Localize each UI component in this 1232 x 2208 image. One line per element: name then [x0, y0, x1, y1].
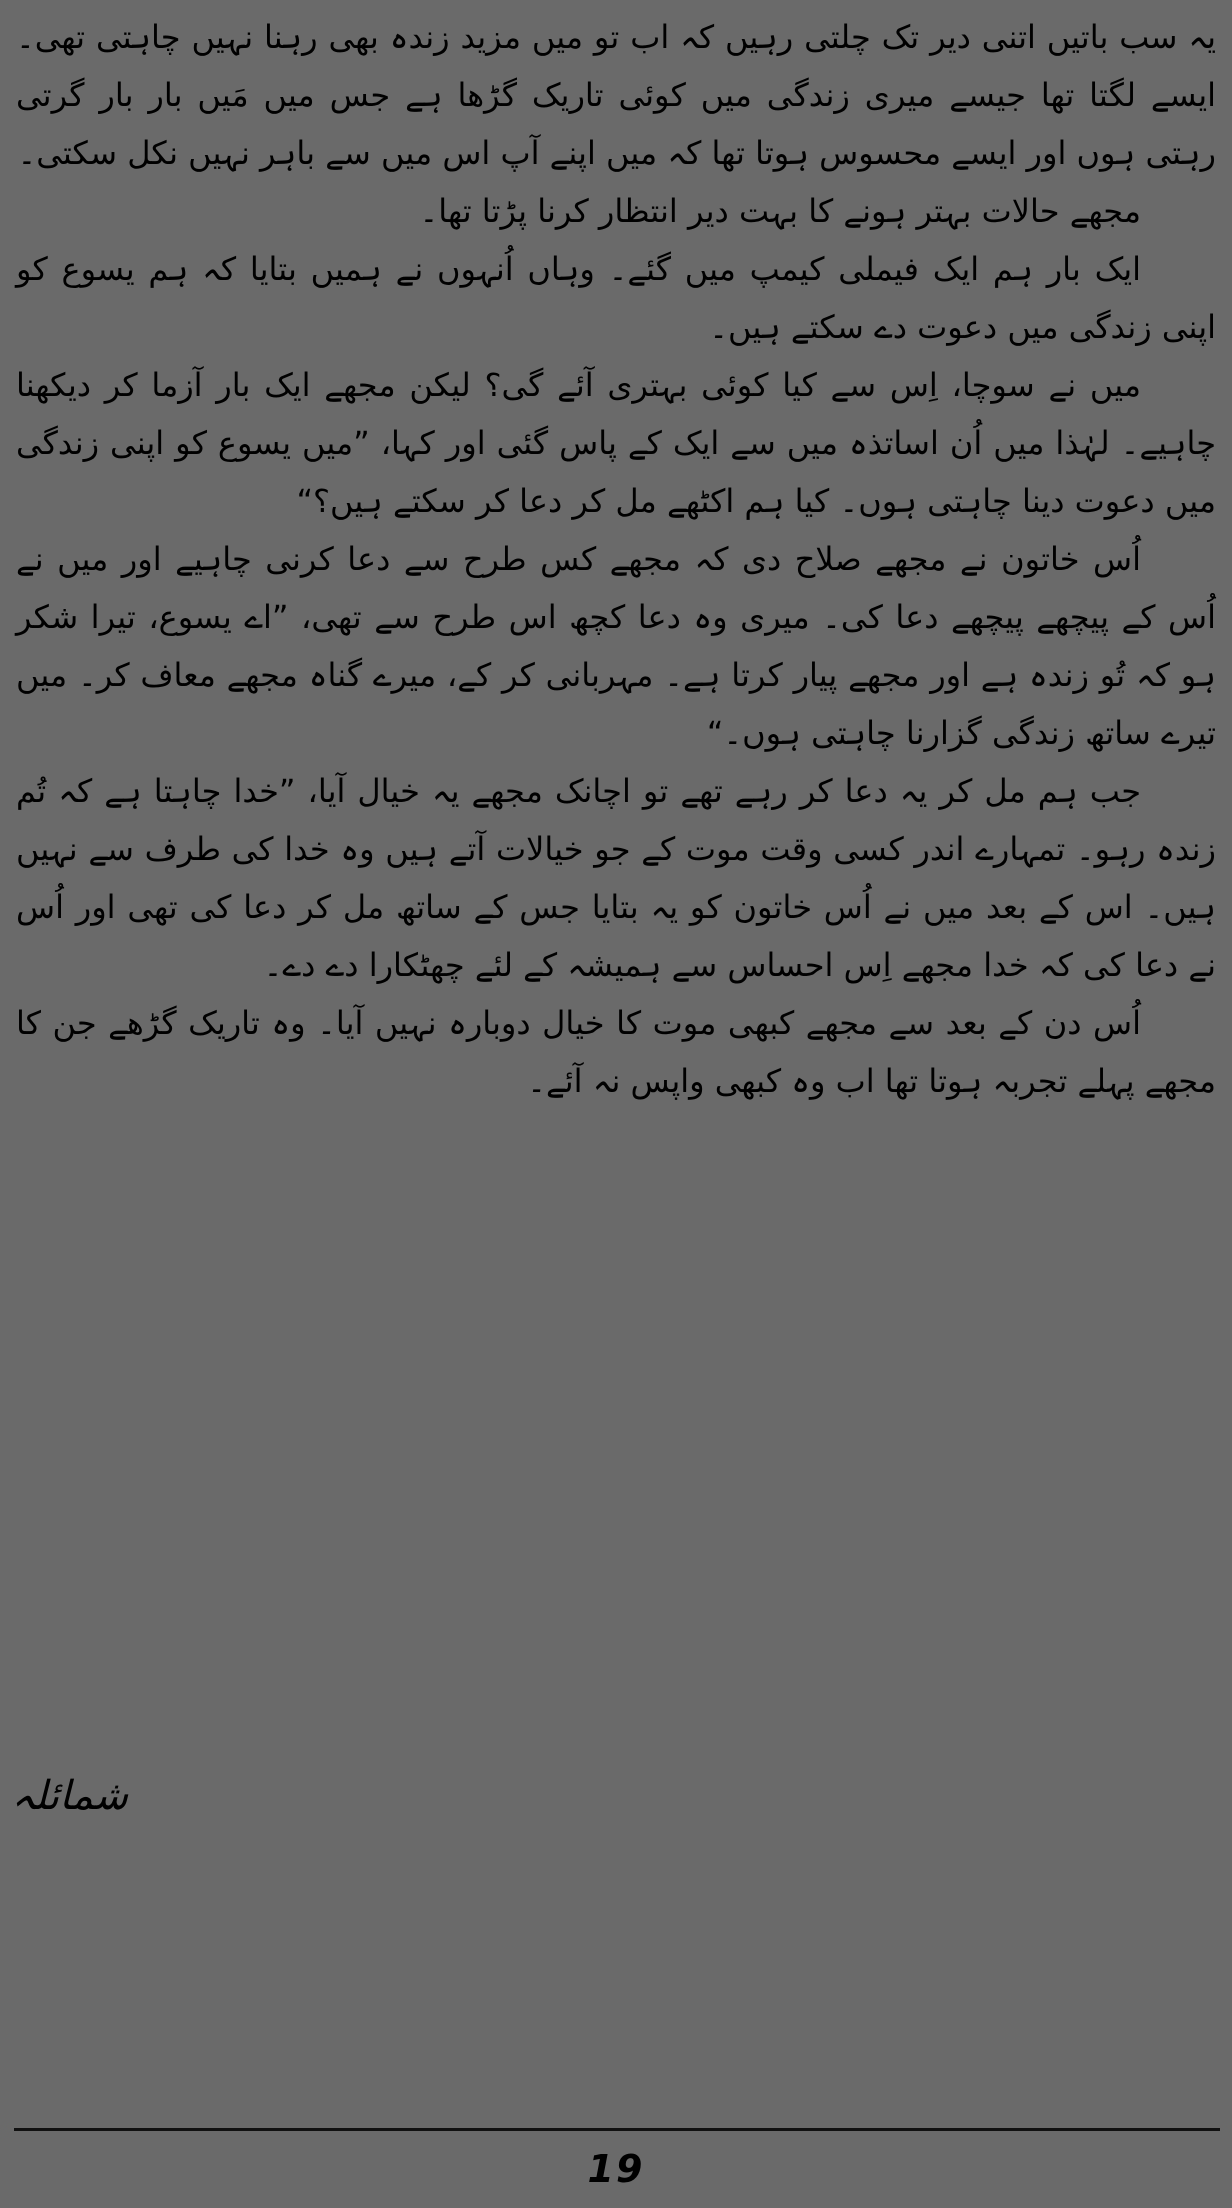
- paragraph-1: یہ سب باتیں اتنی دیر تک چلتی رہیں کہ اب تو میں مزید زندہ بھی رہنا نہیں چاہتی تھی۔ ایسے لگتا تھا جیسے میری زندگی میں کوئی تاریک گڑھا ہے جس میں مَیں بار بار گرتی رہتی ہوں اور ایسے محسوس ہوتا تھا کہ میں اپنے آپ اس میں سے باہر نہیں نکل سکتی۔: [16, 18, 1216, 172]
- footer-divider: [14, 2128, 1220, 2131]
- paragraph-3: ایک بار ہم ایک فیملی کیمپ میں گئے۔ وہاں اُنہوں نے ہمیں بتایا کہ ہم یسوع کو اپنی زندگی میں دعوت دے سکتے ہیں۔: [16, 250, 1216, 346]
- page-number: 19: [587, 2147, 645, 2191]
- paragraph-7: اُس دن کے بعد سے مجھے کبھی موت کا خیال دوبارہ نہیں آیا۔ وہ تاریک گڑھے جن کا مجھے پہلے تجربہ ہوتا تھا اب وہ کبھی واپس نہ آئے۔: [16, 1004, 1216, 1100]
- paragraph-6: جب ہم مل کر یہ دعا کر رہے تھے تو اچانک مجھے یہ خیال آیا، ”خدا چاہتا ہے کہ تُم زندہ رہو۔ تمہارے اندر کسی وقت موت کے جو خیالات آتے ہیں وہ خدا کی طرف سے نہیں ہیں۔ اس کے بعد میں نے اُس خاتون کو یہ بتایا جس کے ساتھ مل کر دعا کی تھی اور اُس نے دعا کی کہ خدا مجھے اِس احساس سے ہمیشہ کے لئے چھٹکارا دے دے۔: [16, 772, 1216, 984]
- paragraph-2: مجھے حالات بہتر ہونے کا بہت دیر انتظار کرنا پڑتا تھا۔: [419, 192, 1141, 230]
- paragraph-4: میں نے سوچا، اِس سے کیا کوئی بہتری آئے گی؟ لیکن مجھے ایک بار آزما کر دیکھنا چاہیے۔ لہٰذا میں اُن اساتذہ میں سے ایک کے پاس گئی اور کہا، ”میں یسوع کو اپنی زندگی میں دعوت دینا چاہتی ہوں۔ کیا ہم اکٹھے مل کر دعا کر سکتے ہیں؟“: [16, 366, 1216, 520]
- story-text: [16, 8, 1216, 1110]
- author-signature: شمائلہ: [11, 1773, 128, 1819]
- paragraph-5: اُس خاتون نے مجھے صلاح دی کہ مجھے کس طرح سے دعا کرنی چاہیے اور میں نے اُس کے پیچھے پیچھے دعا کی۔ میری وہ دعا کچھ اس طرح سے تھی، ”اے یسوع، تیرا شکر ہو کہ تُو زندہ ہے اور مجھے پیار کرتا ہے۔ مہربانی کر کے، میرے گناہ مجھے معاف کر۔ میں تیرے ساتھ زندگی گزارنا چاہتی ہوں۔“: [16, 540, 1216, 752]
